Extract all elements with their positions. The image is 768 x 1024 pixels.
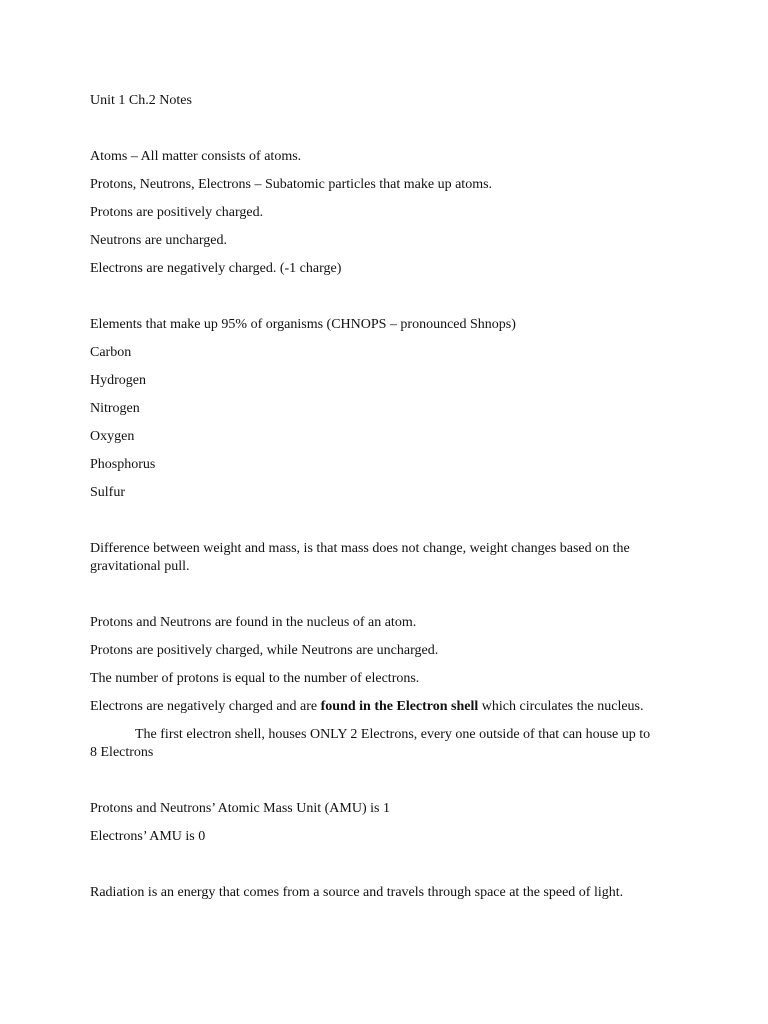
first-shell-note: The first electron shell, houses ONLY 2 Electrons, every one outside of that can house up to 8 Electrons <box>90 727 651 760</box>
electron-shell-text-pre: Electrons are negatively charged and are <box>90 699 321 714</box>
radiation-note: Radiation is an energy that comes from a source and travels through space at the speed of light. <box>90 885 624 900</box>
atoms-note: Atoms – All matter consists of atoms. <box>90 149 302 164</box>
element-item: Sulfur <box>90 485 125 500</box>
element-item: Hydrogen <box>90 373 146 388</box>
subatomic-note: Protons, Neutrons, Electrons – Subatomic particles that make up atoms. <box>90 177 493 192</box>
nucleus-note: Protons and Neutrons are found in the nucleus of an atom. <box>90 615 417 630</box>
protons-note: Protons are positively charged. <box>90 205 264 220</box>
document-title: Unit 1 Ch.2 Notes <box>90 93 192 108</box>
electron-shell-note <box>90 698 658 716</box>
element-item: Oxygen <box>90 429 135 444</box>
electrons-note: Electrons are negatively charged. (-1 charge) <box>90 261 342 276</box>
element-item: Carbon <box>90 345 132 360</box>
electron-shell-emphasis: found in the Electron shell <box>320 699 479 714</box>
weight-mass-note: Difference between weight and mass, is that mass does not change, weight changes based on the gravitational pull. <box>90 541 630 574</box>
neutrons-note: Neutrons are uncharged. <box>90 233 227 248</box>
charges-note: Protons are positively charged, while Neutrons are uncharged. <box>90 643 439 658</box>
electron-shell-text-post: which circulates the nucleus. <box>478 699 644 714</box>
amu-electrons: Electrons’ AMU is 0 <box>90 829 206 844</box>
element-item: Nitrogen <box>90 401 140 416</box>
amu-protons-neutrons: Protons and Neutrons’ Atomic Mass Unit (AMU) is 1 <box>90 801 390 816</box>
element-item: Phosphorus <box>90 457 156 472</box>
equal-note: The number of protons is equal to the number of electrons. <box>90 671 420 686</box>
chnops-heading: Elements that make up 95% of organisms (CHNOPS – pronounced Shnops) <box>90 317 516 332</box>
